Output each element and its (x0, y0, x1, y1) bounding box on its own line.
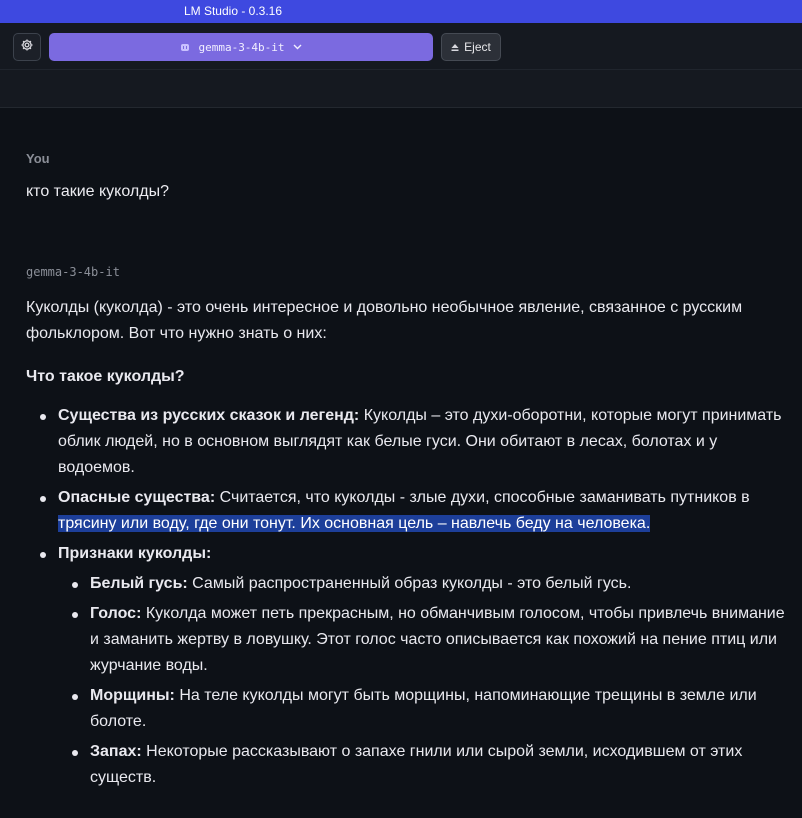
window-title: LM Studio - 0.3.16 (183, 4, 283, 18)
answer-heading: Что такое куколды? (26, 368, 185, 385)
window-titlebar (0, 0, 802, 23)
list-item (26, 541, 786, 791)
model-sender-label: gemma-3-4b-it (26, 265, 120, 279)
eject-icon (451, 43, 459, 52)
sub-list-item (58, 739, 786, 791)
sub-item-text: Куколда может петь прекрасным, но обманчивым голосом, чтобы привлечь внимание и заманить жертву в ловушку. Этот голос часто описывается как похожий на пение птиц или журчание воды. (90, 605, 785, 674)
chip-icon (180, 43, 190, 52)
answer-list (26, 403, 786, 791)
selected-text: трясину или воду, где они тонут. Их основная цель – навлечь беду на человека. (58, 515, 651, 532)
sub-list-item (58, 601, 786, 679)
sub-item-text: Некоторые рассказывают о запахе гнили или сырой земли, исходившем от этих существ. (90, 743, 743, 786)
answer-intro: Куколды (куколда) - это очень интересное и довольно необычное явление, связанное с русским фольклором. Вот что нужно знать о них: (26, 299, 743, 342)
sub-item-title: Голос: (90, 605, 142, 622)
eject-label: Eject (464, 40, 491, 54)
assistant-message (26, 295, 786, 795)
sub-item-text: На теле куколды могут быть морщины, напоминающие трещины в земле или болоте. (90, 687, 757, 730)
list-item-title: Опасные существа: (58, 489, 216, 506)
chevron-down-icon (293, 44, 302, 50)
list-item (26, 485, 786, 537)
list-item-title: Признаки куколды: (58, 545, 212, 562)
chat-header-bar (0, 70, 802, 108)
user-message: кто такие куколды? (26, 183, 169, 200)
list-item-text: Куколды – это духи-оборотни, которые могут принимать облик людей, но в основном выглядят как белые гуси. Они обитают в лесах, болотах и у водоемов. (58, 407, 782, 476)
sub-item-title: Морщины: (90, 687, 175, 704)
sub-list (58, 571, 786, 791)
sub-item-text: Самый распространенный образ куколды - это белый гусь. (187, 575, 632, 592)
sub-item-title: Запах: (90, 743, 142, 760)
top-toolbar (0, 23, 802, 70)
model-selector-button[interactable] (49, 33, 433, 61)
eject-button[interactable] (441, 33, 501, 61)
model-selector-label: gemma-3-4b-it (198, 40, 285, 54)
list-item-text: Считается, что куколды - злые духи, способные заманивать путников в (215, 489, 750, 506)
sub-item-title: Белый гусь: (90, 575, 188, 592)
settings-button[interactable] (13, 33, 41, 61)
sub-list-item (58, 683, 786, 735)
sub-list-item (58, 571, 786, 597)
list-item (26, 403, 786, 481)
user-sender-label: You (26, 151, 50, 166)
gear-icon (20, 38, 34, 57)
list-item-title: Существа из русских сказок и легенд: (58, 407, 360, 424)
